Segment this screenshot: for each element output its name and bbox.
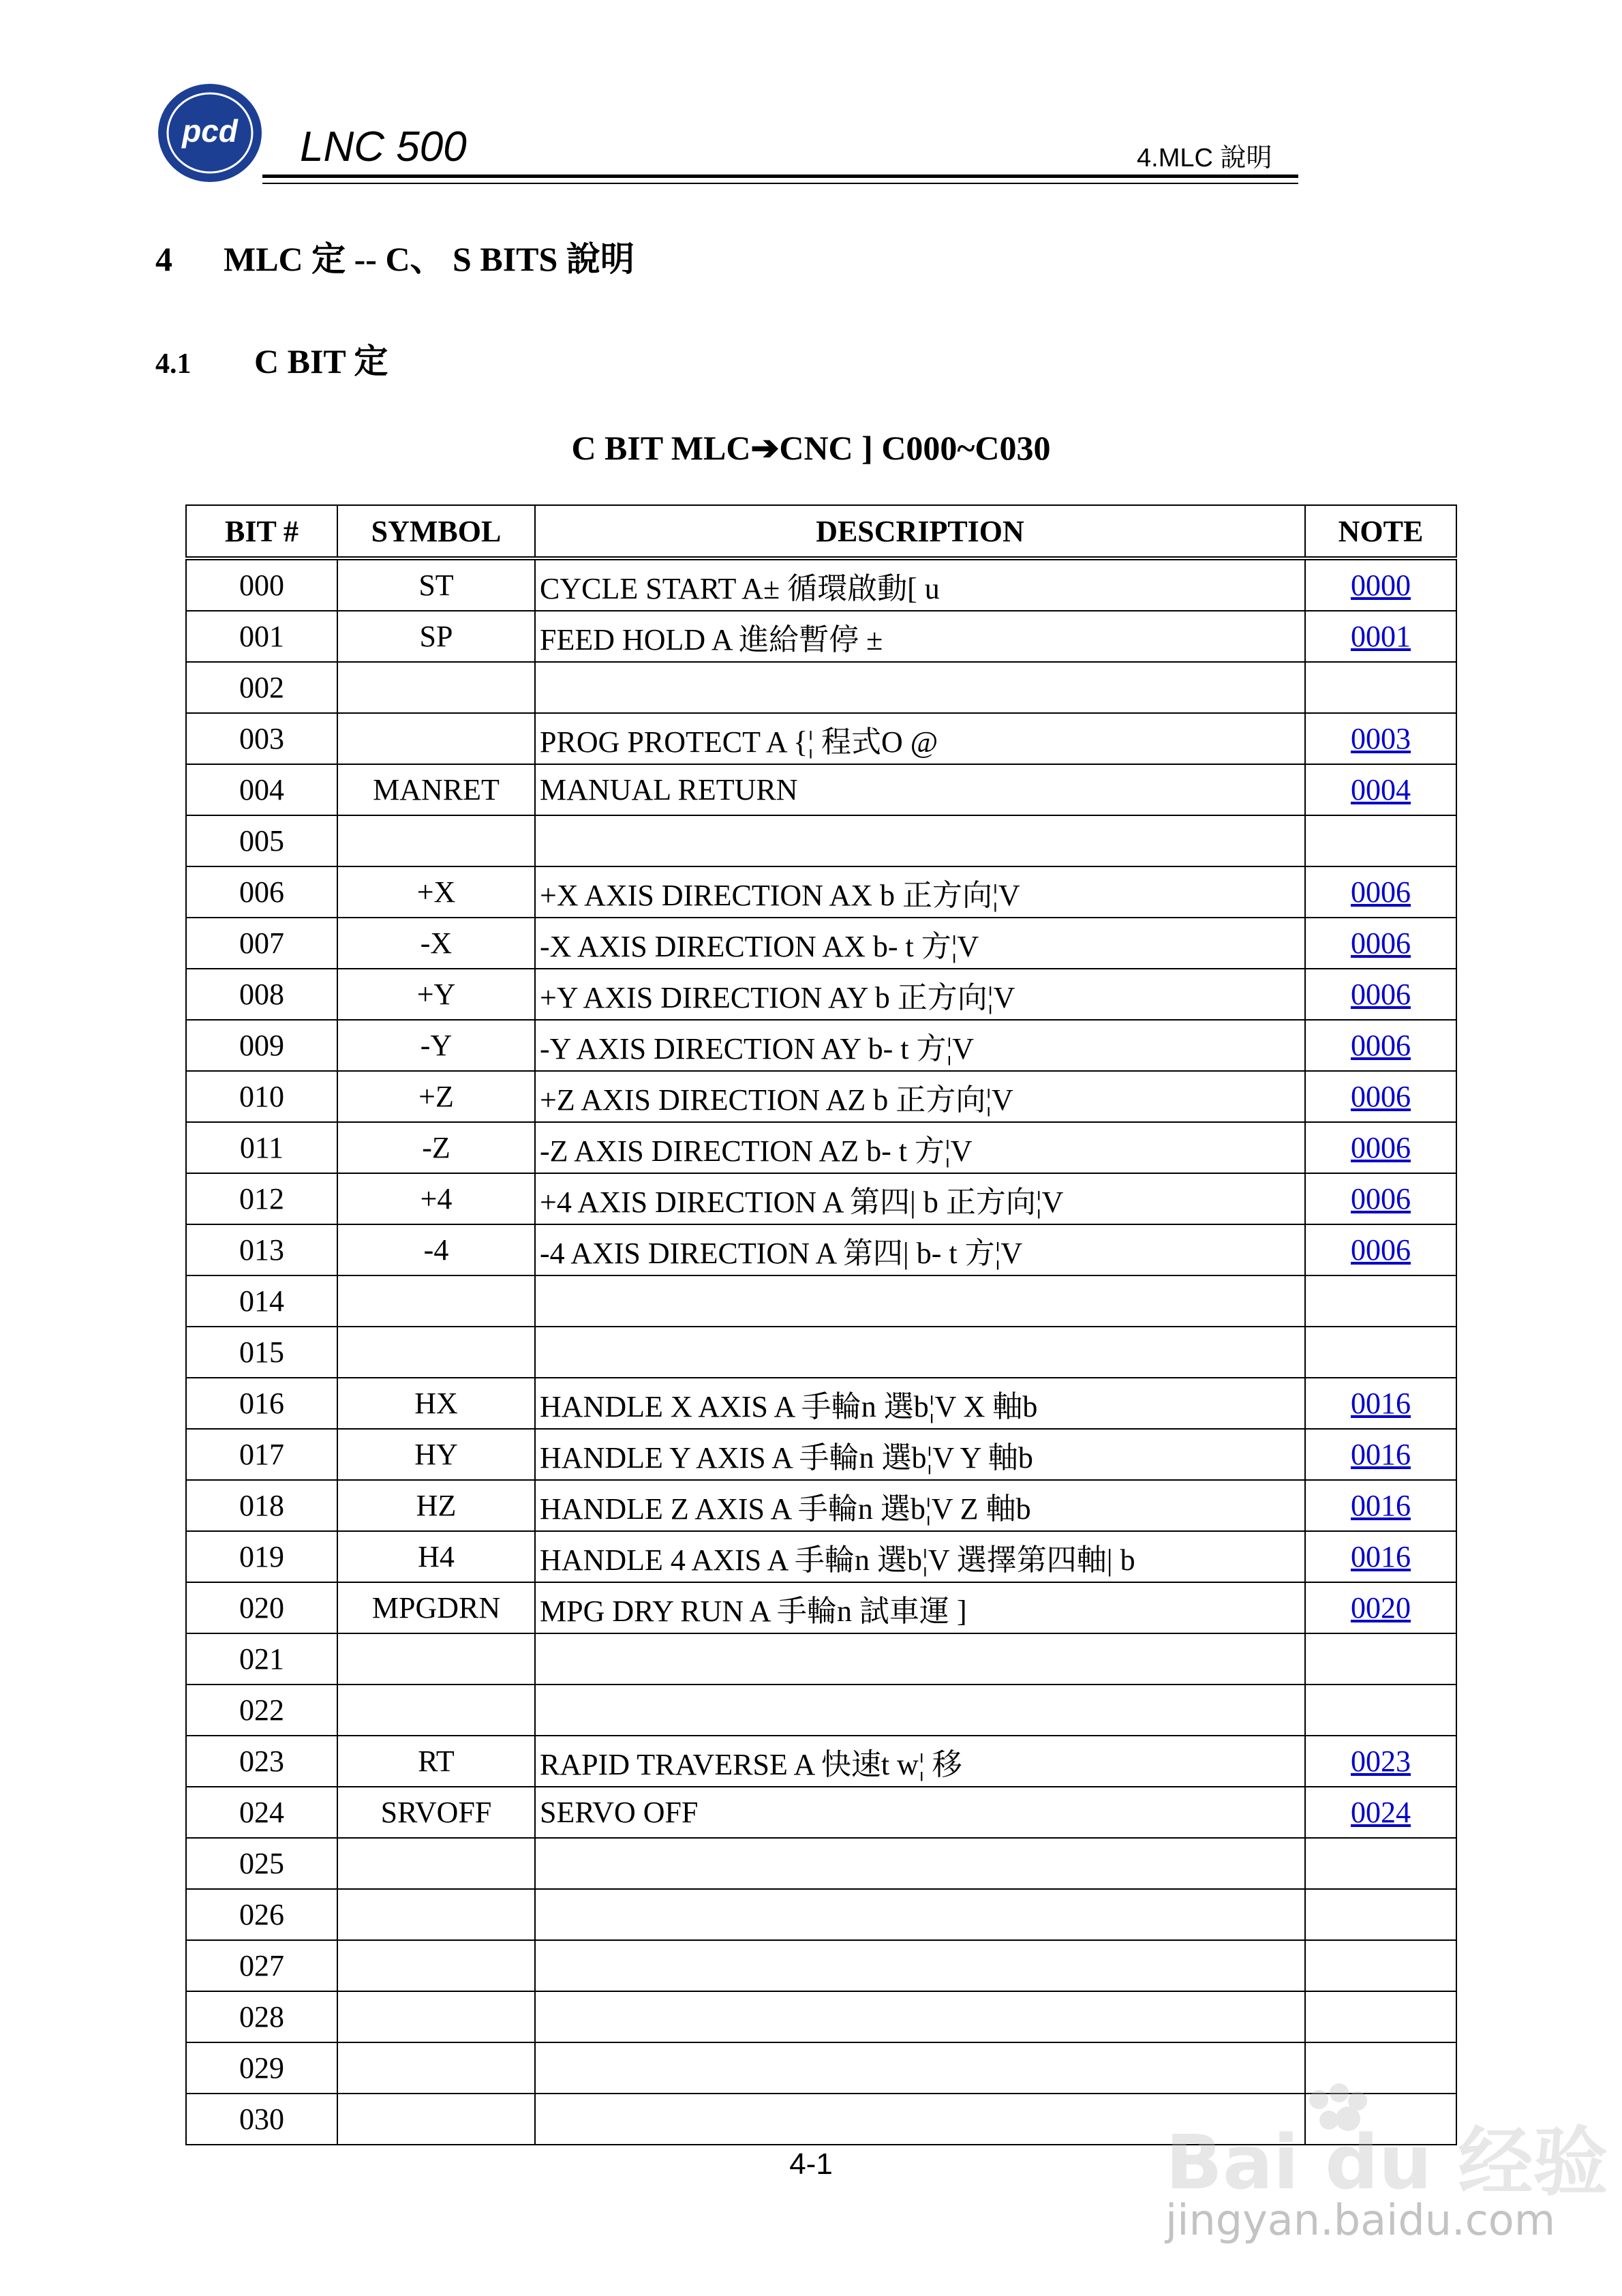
cell-symbol: HZ — [337, 1480, 535, 1531]
cell-note — [1305, 1122, 1456, 1173]
cell-note — [1305, 918, 1456, 969]
cell-description: MANUAL RETURN — [535, 764, 1305, 815]
cell-symbol — [337, 1838, 535, 1889]
cell-symbol: +4 — [337, 1173, 535, 1224]
cell-description — [535, 1838, 1305, 1889]
table-row — [186, 713, 1456, 764]
cell-bit: 006 — [186, 866, 337, 918]
table-row — [186, 1429, 1456, 1480]
cell-bit: 008 — [186, 969, 337, 1020]
table-row — [186, 1633, 1456, 1685]
cell-bit: 014 — [186, 1275, 337, 1327]
cell-description: -X AXIS DIRECTION AX b- t 方¦V — [535, 918, 1305, 969]
table-body — [186, 558, 1456, 2145]
c-bit-table — [185, 504, 1457, 2145]
table-caption: C BIT MLC➔CNC ] C000~C030 — [571, 429, 1051, 467]
section-title: MLC 定 -- C、 S BITS 說明 — [224, 240, 634, 278]
note-link[interactable]: 0006 — [1351, 926, 1411, 960]
cell-bit: 025 — [186, 1838, 337, 1889]
note-link[interactable]: 0006 — [1351, 978, 1411, 1011]
cell-bit: 021 — [186, 1633, 337, 1685]
cell-note — [1305, 1582, 1456, 1633]
note-link[interactable]: 0006 — [1351, 875, 1411, 909]
note-link[interactable]: 0006 — [1351, 1182, 1411, 1215]
cell-description: RAPID TRAVERSE A 快速t w¦ 移 — [535, 1736, 1305, 1787]
note-link[interactable]: 0016 — [1351, 1438, 1411, 1471]
cell-bit: 022 — [186, 1685, 337, 1736]
cell-description: HANDLE Z AXIS A 手輪n 選b¦V Z 軸b — [535, 1480, 1305, 1531]
cell-note — [1305, 1275, 1456, 1327]
cell-note — [1305, 1889, 1456, 1940]
cell-symbol: RT — [337, 1736, 535, 1787]
note-link[interactable]: 0016 — [1351, 1540, 1411, 1573]
note-link[interactable]: 0000 — [1351, 569, 1411, 602]
watermark-url: jingyan.baidu.com — [1165, 2195, 1556, 2245]
cell-description — [535, 1275, 1305, 1327]
cell-symbol: -4 — [337, 1224, 535, 1275]
note-link[interactable]: 0006 — [1351, 1029, 1411, 1062]
table-row — [186, 1122, 1456, 1173]
cell-bit: 007 — [186, 918, 337, 969]
cell-description — [535, 1991, 1305, 2042]
cell-bit: 000 — [186, 558, 337, 611]
cell-bit: 003 — [186, 713, 337, 764]
cell-symbol — [337, 1327, 535, 1378]
table-row — [186, 1787, 1456, 1838]
cell-description: +Y AXIS DIRECTION AY b 正方向¦V — [535, 969, 1305, 1020]
table-row — [186, 918, 1456, 969]
cell-note — [1305, 1480, 1456, 1531]
cell-bit: 002 — [186, 662, 337, 713]
cell-bit: 011 — [186, 1122, 337, 1173]
cell-bit: 023 — [186, 1736, 337, 1787]
cell-symbol: +Z — [337, 1071, 535, 1122]
cell-note — [1305, 815, 1456, 866]
table-row — [186, 969, 1456, 1020]
cell-description — [535, 1685, 1305, 1736]
table-row — [186, 1889, 1456, 1940]
cell-description — [535, 1633, 1305, 1685]
cell-note — [1305, 866, 1456, 918]
cell-bit: 019 — [186, 1531, 337, 1582]
cell-bit: 027 — [186, 1940, 337, 1991]
cell-note — [1305, 1224, 1456, 1275]
cell-note — [1305, 1736, 1456, 1787]
table-row — [186, 662, 1456, 713]
cell-description: +4 AXIS DIRECTION A 第四| b 正方向¦V — [535, 1173, 1305, 1224]
cell-symbol: -Z — [337, 1122, 535, 1173]
cell-description — [535, 1940, 1305, 1991]
cell-bit: 015 — [186, 1327, 337, 1378]
cell-bit: 028 — [186, 1991, 337, 2042]
section-heading — [155, 232, 634, 281]
cell-description: MPG DRY RUN A 手輪n 試車運 ] — [535, 1582, 1305, 1633]
cell-bit: 020 — [186, 1582, 337, 1633]
col-header-note: NOTE — [1305, 505, 1456, 558]
cell-bit: 030 — [186, 2094, 337, 2145]
cell-bit: 001 — [186, 611, 337, 662]
document-title: LNC 500 — [300, 123, 467, 170]
note-link[interactable]: 0016 — [1351, 1489, 1411, 1522]
cell-description: HANDLE X AXIS A 手輪n 選b¦V X 軸b — [535, 1378, 1305, 1429]
cell-symbol — [337, 713, 535, 764]
table-row — [186, 1940, 1456, 1991]
cell-bit: 005 — [186, 815, 337, 866]
col-header-bit: BIT # — [186, 505, 337, 558]
cell-note — [1305, 1685, 1456, 1736]
cell-symbol — [337, 1275, 535, 1327]
cell-note — [1305, 764, 1456, 815]
note-link[interactable]: 0001 — [1351, 620, 1411, 653]
note-link[interactable]: 0016 — [1351, 1387, 1411, 1420]
cell-bit: 012 — [186, 1173, 337, 1224]
header-rule-thin — [262, 183, 1298, 184]
cell-bit: 013 — [186, 1224, 337, 1275]
cell-description: +Z AXIS DIRECTION AZ b 正方向¦V — [535, 1071, 1305, 1122]
note-link[interactable]: 0024 — [1351, 1796, 1411, 1829]
cell-symbol: ST — [337, 558, 535, 611]
table-row — [186, 1582, 1456, 1633]
svg-text:pcd: pcd — [182, 113, 238, 149]
cell-description: HANDLE Y AXIS A 手輪n 選b¦V Y 軸b — [535, 1429, 1305, 1480]
cell-symbol: HY — [337, 1429, 535, 1480]
cell-symbol: SP — [337, 611, 535, 662]
cell-bit: 009 — [186, 1020, 337, 1071]
cell-bit: 018 — [186, 1480, 337, 1531]
cell-symbol — [337, 1685, 535, 1736]
cell-description: -Z AXIS DIRECTION AZ b- t 方¦V — [535, 1122, 1305, 1173]
cell-symbol: -X — [337, 918, 535, 969]
cell-symbol: -Y — [337, 1020, 535, 1071]
pcd-logo — [155, 82, 264, 184]
cell-symbol — [337, 1889, 535, 1940]
cell-symbol: HX — [337, 1378, 535, 1429]
cell-description: FEED HOLD A 進給暫停 ± — [535, 611, 1305, 662]
cell-symbol: SRVOFF — [337, 1787, 535, 1838]
table-row — [186, 764, 1456, 815]
cell-description — [535, 1889, 1305, 1940]
table-row — [186, 1991, 1456, 2042]
cell-note — [1305, 611, 1456, 662]
cell-symbol: +Y — [337, 969, 535, 1020]
cell-bit: 010 — [186, 1071, 337, 1122]
note-link[interactable]: 0003 — [1351, 722, 1411, 755]
note-link[interactable]: 0006 — [1351, 1131, 1411, 1164]
note-link[interactable]: 0006 — [1351, 1233, 1411, 1267]
table-row — [186, 815, 1456, 866]
cell-description: SERVO OFF — [535, 1787, 1305, 1838]
cell-note — [1305, 1838, 1456, 1889]
table-row — [186, 611, 1456, 662]
table-row — [186, 1736, 1456, 1787]
cell-bit: 004 — [186, 764, 337, 815]
table-header-row — [186, 505, 1456, 558]
note-link[interactable]: 0004 — [1351, 773, 1411, 806]
cell-note — [1305, 969, 1456, 1020]
cell-symbol: MANRET — [337, 764, 535, 815]
cell-description — [535, 815, 1305, 866]
cell-note — [1305, 1020, 1456, 1071]
header-rule — [262, 175, 1298, 178]
table-row — [186, 1838, 1456, 1889]
note-link[interactable]: 0020 — [1351, 1591, 1411, 1625]
cell-note — [1305, 1633, 1456, 1685]
cell-description — [535, 662, 1305, 713]
cell-note — [1305, 558, 1456, 611]
cell-note — [1305, 1071, 1456, 1122]
subsection-number: 4.1 — [155, 348, 192, 380]
cell-description: -Y AXIS DIRECTION AY b- t 方¦V — [535, 1020, 1305, 1071]
cell-symbol — [337, 2042, 535, 2094]
subsection-title: C BIT 定 — [254, 342, 388, 380]
table-row — [186, 1275, 1456, 1327]
table-row — [186, 1173, 1456, 1224]
cell-description: CYCLE START A± 循環啟動[ u — [535, 558, 1305, 611]
cell-note — [1305, 1531, 1456, 1582]
table-row — [186, 1224, 1456, 1275]
cell-symbol — [337, 662, 535, 713]
cell-description: HANDLE 4 AXIS A 手輪n 選b¦V 選擇第四軸| b — [535, 1531, 1305, 1582]
cell-symbol — [337, 1633, 535, 1685]
col-header-symbol: SYMBOL — [337, 505, 535, 558]
section-number: 4 — [155, 240, 172, 278]
table-row — [186, 1531, 1456, 1582]
cell-bit: 016 — [186, 1378, 337, 1429]
cell-note — [1305, 713, 1456, 764]
table-row — [186, 558, 1456, 611]
chapter-label: 4.MLC 說明 — [1137, 144, 1272, 172]
cell-bit: 024 — [186, 1787, 337, 1838]
table-row — [186, 866, 1456, 918]
cell-symbol — [337, 815, 535, 866]
cell-note — [1305, 1173, 1456, 1224]
note-link[interactable]: 0006 — [1351, 1080, 1411, 1113]
cell-bit: 017 — [186, 1429, 337, 1480]
col-header-description: DESCRIPTION — [535, 505, 1305, 558]
cell-bit: 026 — [186, 1889, 337, 1940]
cell-note — [1305, 1378, 1456, 1429]
cell-symbol — [337, 1991, 535, 2042]
cell-symbol: MPGDRN — [337, 1582, 535, 1633]
table-row — [186, 1378, 1456, 1429]
cell-description: +X AXIS DIRECTION AX b 正方向¦V — [535, 866, 1305, 918]
cell-bit: 029 — [186, 2042, 337, 2094]
subsection-heading — [155, 334, 388, 383]
cell-note — [1305, 1787, 1456, 1838]
cell-symbol — [337, 1940, 535, 1991]
cell-description: -4 AXIS DIRECTION A 第四| b- t 方¦V — [535, 1224, 1305, 1275]
cell-note — [1305, 1940, 1456, 1991]
cell-symbol: +X — [337, 866, 535, 918]
table-row — [186, 1020, 1456, 1071]
table-row — [186, 1480, 1456, 1531]
cell-description — [535, 1327, 1305, 1378]
svg-text:Bai du 经验: Bai du 经验 — [1165, 2119, 1608, 2206]
cell-description: PROG PROTECT A {¦ 程式O @ — [535, 713, 1305, 764]
cell-note — [1305, 1327, 1456, 1378]
table-row — [186, 1685, 1456, 1736]
cell-note — [1305, 1991, 1456, 2042]
table-row — [186, 1071, 1456, 1122]
table-row — [186, 1327, 1456, 1378]
page-number: 4-1 — [789, 2147, 833, 2181]
note-link[interactable]: 0023 — [1351, 1744, 1411, 1778]
cell-symbol: H4 — [337, 1531, 535, 1582]
cell-note — [1305, 662, 1456, 713]
cell-symbol — [337, 2094, 535, 2145]
cell-note — [1305, 1429, 1456, 1480]
